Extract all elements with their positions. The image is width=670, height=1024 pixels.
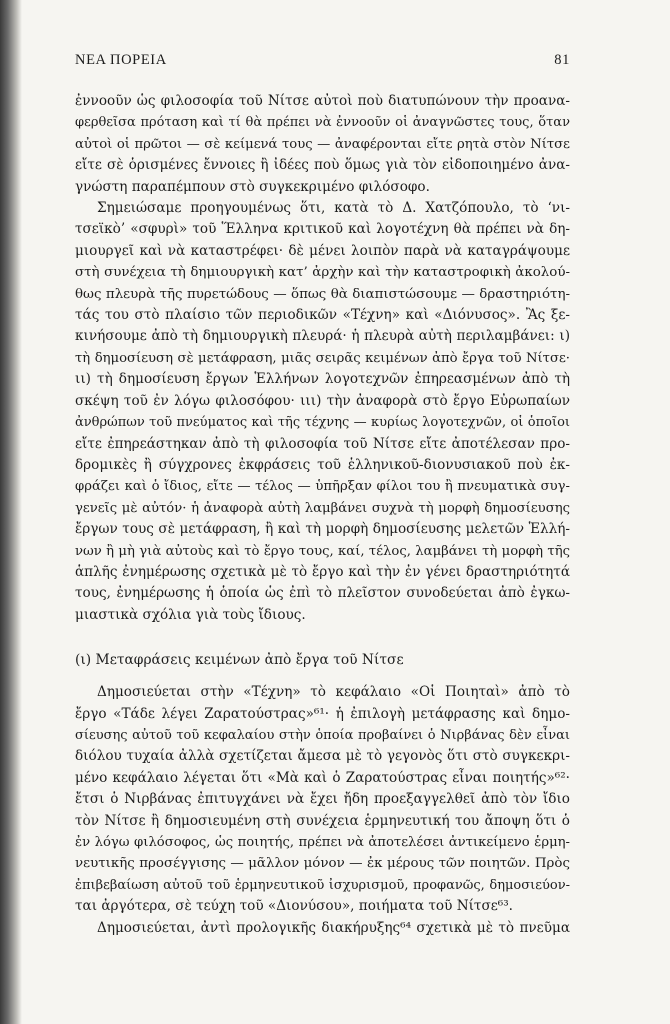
text-line: διόλου τυχαία ἀλλὰ σχετίζεται ἄμεσα μὲ τὸ γεγονὸς ὅτι στὸ συγκεκρι- [75, 748, 570, 765]
text-line: γενεῖς μὲ αὐτόν· ἡ ἀναφορὰ αὐτὴ λαμβάνει συχνὰ τὴ μορφὴ δημοσίευσης [75, 500, 570, 516]
section-subheading: (ι) Μεταφράσεις κειμένων ἀπὸ ἔργα τοῦ Νίτσε [75, 652, 404, 669]
text-line: τάς του στὸ πλαίσιο τῶν περιοδικῶν «Τέχνη» καὶ «Διόνυσος». Ἂς ξε- [75, 307, 570, 324]
text-line: κινήσουμε ἀπὸ τὴ δημιουργικὴ πλευρά· ἡ πλευρὰ αὐτὴ περιλαμβάνει: ι) [75, 328, 570, 345]
text-line: ἐννοοῦν ὡς φιλοσοφία τοῦ Νίτσε αὐτοὶ ποὺ διατυπώνουν τὴν προανα- [75, 93, 570, 109]
book-page [75, 52, 570, 939]
text-line: τὴ δημοσίευση σὲ μετάφραση, μιᾶς σειρᾶς κειμένων ἀπὸ ἔργα τοῦ Νίτσε· [75, 350, 570, 366]
paragraph-4 [75, 918, 570, 939]
text-line: ἀνθρώπων τοῦ πνεύματος καὶ τῆς τέχνης — κυρίως λογοτεχνῶν, οἱ ὁποῖοι [75, 415, 570, 431]
text-line: ιι) τὴ δημοσίευση ἔργων Ἑλλήνων λογοτεχνῶν ἐπηρεασμένων ἀπὸ τὴ [75, 371, 570, 388]
text-line: στὴ συνέχεια τὴ δημιουργικὴ κατ’ ἀρχὴν καὶ τὴν καταστροφικὴ ἀκολού- [75, 265, 570, 281]
text-line: ἁπλῆς ἐνημέρωσης σχετικὰ μὲ τὸ ἔργο καὶ τὴν ἐν γένει δραστηριότητά [75, 563, 570, 580]
text-line: ἐπιβεβαίωση αὐτοῦ τοῦ ἑρμηνευτικοῦ ἰσχυρισμοῦ, προφανῶς, δημοσιεύον- [75, 877, 570, 893]
text-line: μιουργεῖ καὶ νὰ καταστρέφει· δὲ μένει λοιπὸν παρὰ νὰ καταγράψουμε [75, 242, 570, 259]
paragraph-2 [75, 198, 570, 626]
text-line: μένο κεφάλαιο λέγεται ὅτι «Μὰ καὶ ὁ Ζαρατούστρας εἶναι ποιητής»⁶²· [75, 769, 570, 786]
book-binding-shadow [0, 0, 22, 1024]
text-line: τσεϊκὸ’ «σφυρὶ» τοῦ Ἕλληνα κριτικοῦ καὶ λογοτέχνη θὰ πρέπει νὰ δη- [75, 221, 570, 238]
text-line: γνώστη παραπέμπουν στὸ συγκεκριμένο φιλόσοφο. [75, 178, 430, 195]
text-line: θως πλευρὰ τῆς πυρετώδους — ὅπως θὰ διαπιστώσουμε — δραστηριότη- [75, 286, 570, 302]
text-line: μιαστικὰ σχόλια γιὰ τοὺς ἴδιους. [75, 606, 306, 623]
text-line: τὸν Νίτσε ἢ δημοσιευμένη στὴ συνέχεια ἑρμηνευτική του ἄποψη ὅτι ὁ [75, 812, 570, 829]
page-number: 81 [554, 52, 570, 68]
text-line: νευτικῆς προσέγγισης — μᾶλλον μόνον — ἐκ μέρους τῶν ποιητῶν. Πρὸς [75, 856, 570, 872]
text-line: αὐτοὶ οἱ πρῶτοι — σὲ κείμενά τους — ἀναφέρονται εἴτε ρητὰ στὸν Νίτσε [75, 136, 570, 152]
paragraph-3 [75, 682, 570, 917]
text-line: δρομικὲς ἢ σύγχρονες ἐκφράσεις τοῦ ἑλληνικοῦ-διονυσιακοῦ ποὺ ἐκ- [75, 456, 570, 473]
text-line: Σημειώσαμε προηγουμένως ὅτι, κατὰ τὸ Δ. Χατζόπουλο, τὸ ‘νι- [97, 200, 570, 217]
text-line: εἴτε σὲ ὁρισμένες ἔννοιες ἢ ἰδέες ποὺ ὅμως γιὰ τὸν εἰδοποιημένο ἀνα- [75, 157, 570, 174]
text-line: φράζει καὶ ὁ ἴδιος, εἴτε — τέλος — ὑπῆρξαν φίλοι του ἢ πνευματικὰ συγ- [75, 479, 570, 495]
text-line: Δημοσιεύεται, ἀντὶ προλογικῆς διακήρυξης⁶⁴ σχετικὰ μὲ τὸ πνεῦμα [97, 919, 570, 936]
text-line: σίευσης αὐτοῦ τοῦ κεφαλαίου στὴν ὁποία προβαίνει ὁ Νιρβάνας δὲν εἶναι [75, 727, 570, 743]
text-line: τους, ἐνημέρωσης ἡ ὁποία ὡς ἐπὶ τὸ πλεῖστον συνοδεύεται ἀπὸ ἐγκω- [75, 585, 570, 602]
text-line: Δημοσιεύεται στὴν «Τέχνη» τὸ κεφάλαιο «Οἱ Ποιηταὶ» ἀπὸ τὸ [97, 684, 570, 701]
text-line: ἔτσι ὁ Νιρβάνας ἐπιτυγχάνει νὰ ἔχει ἤδη προεξαγγελθεῖ ἀπὸ τὸν ἴδιο [75, 791, 570, 808]
text-line: ται ἀργότερα, σὲ τεύχη τοῦ «Διονύσου», ποιήματα τοῦ Νίτσε⁶³. [75, 898, 513, 915]
text-line: ἔργων τους σὲ μετάφραση, ἢ καὶ τὴ μορφὴ δημοσίευσης μελετῶν Ἑλλή- [75, 521, 570, 538]
paragraph-1 [75, 91, 570, 198]
text-line: φερθεῖσα πρόταση καὶ τί θὰ πρέπει νὰ ἐννοοῦν οἱ ἀναγνῶστες τους, ὅταν [75, 115, 570, 131]
text-line: εἴτε ἐπηρεάστηκαν ἀπὸ τὴ φιλοσοφία τοῦ Νίτσε εἴτε ἀποτέλεσαν προ- [75, 435, 570, 452]
text-line: ἐν λόγω φιλόσοφος, ὡς ποιητής, πρέπει νὰ ἀποτελέσει ἀντικείμενο ἑρμη- [75, 835, 570, 850]
text-line: νων ἢ μὴ γιὰ αὐτοὺς καὶ τὸ ἔργο τους, καί, τέλος, λαμβάνει τὴ μορφὴ τῆς [75, 543, 570, 559]
text-line: ἔργο «Τάδε λέγει Ζαρατούστρας»⁶¹· ἡ ἐπιλογὴ μετάφρασης καὶ δημο- [75, 705, 570, 722]
text-line: σκέψη τοῦ ἐν λόγω φιλοσόφου· ιιι) τὴν ἀναφορὰ στὸ ἔργο Εὐρωπαίων [75, 392, 570, 409]
running-header [75, 52, 570, 69]
running-title: ΝΕΑ ΠΟΡΕΙΑ [75, 52, 167, 68]
